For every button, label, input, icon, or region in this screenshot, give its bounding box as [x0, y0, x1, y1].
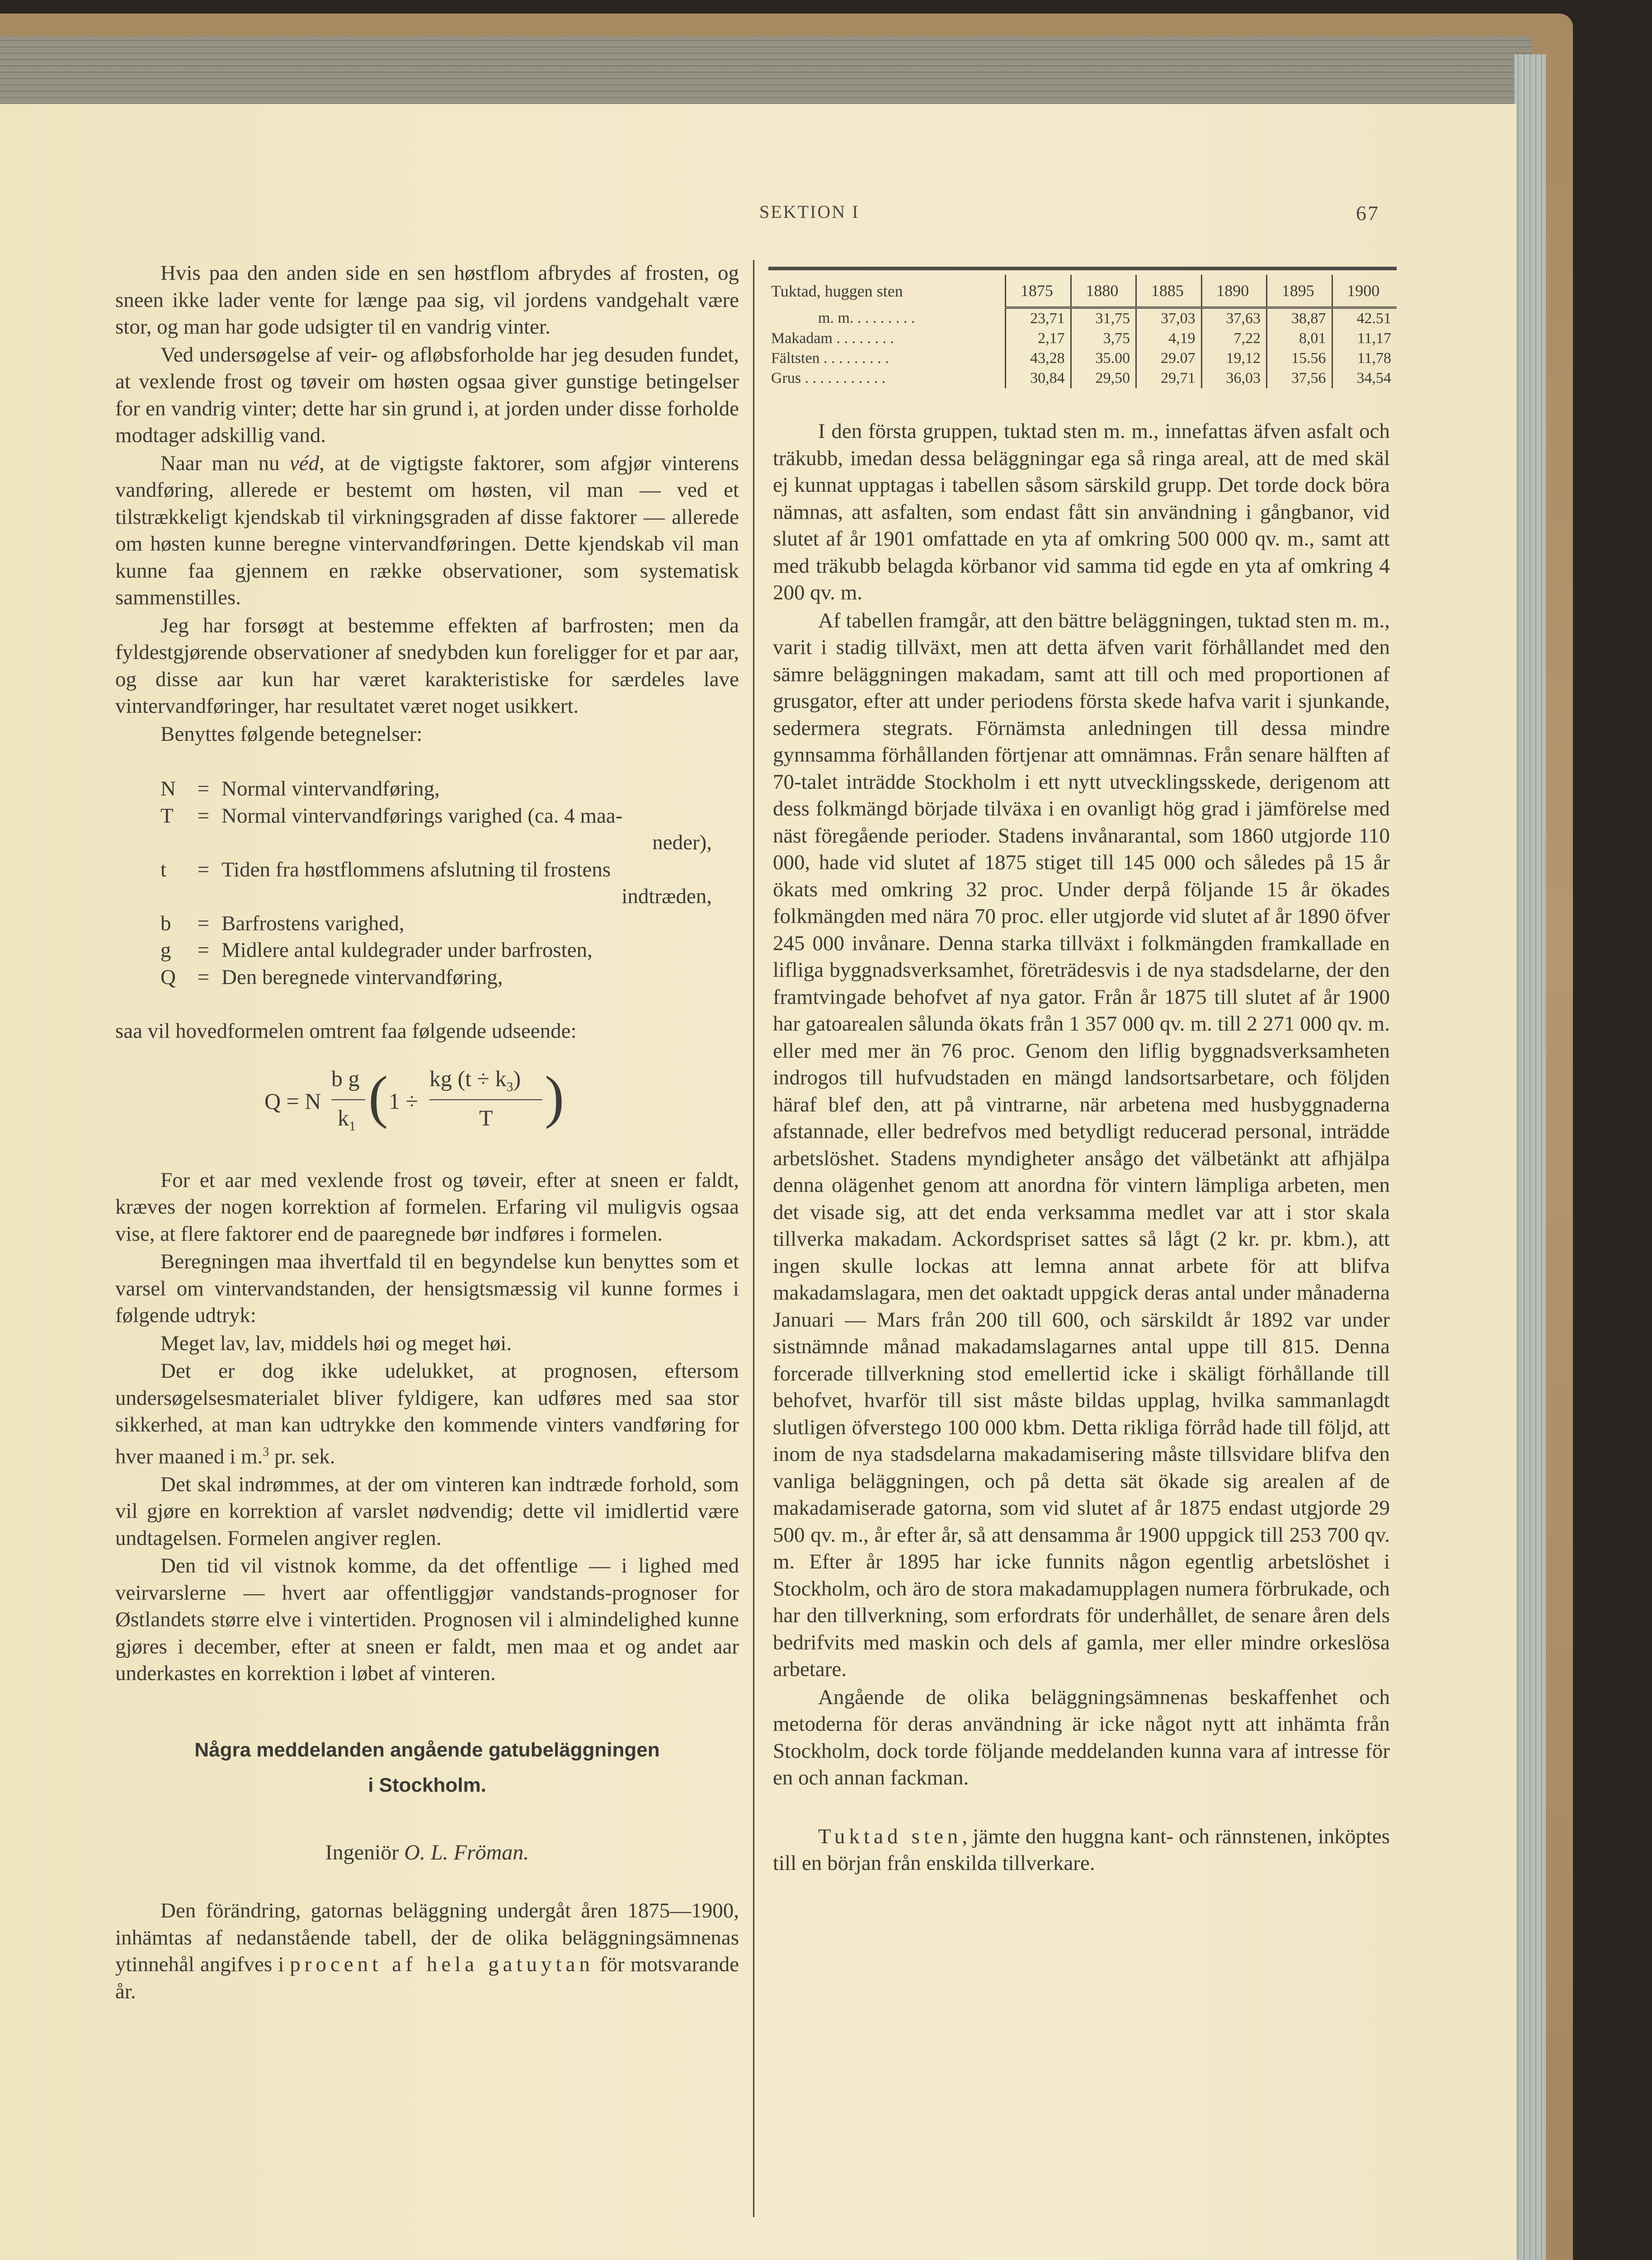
definition-text: Tiden fra høstflommens afslutning til frostens — [221, 857, 611, 881]
paragraph: Det skal indrømmes, at der om vinteren kan indtræde forhold, som vil gjøre en korrektion af varslet nødvendig; dette vil imidlertid være undtagelsen. Formelen angiver reglen. — [115, 1472, 739, 1550]
table-cell: 29,71 — [1136, 368, 1201, 388]
definition-item — [160, 803, 739, 857]
table-cell: 36,03 — [1201, 368, 1266, 388]
page-block-fore-edge — [1514, 54, 1546, 2260]
table-row-label: Grus . . . . . . . . . . . — [771, 370, 886, 386]
article-heading-line: Några meddelanden angående gatubeläggningen — [194, 1738, 660, 1761]
table-cell: 2,17 — [1006, 329, 1071, 348]
table-cell: 19,12 — [1201, 348, 1266, 368]
definition-continuation: indtræden, — [621, 885, 712, 908]
definition-symbol: b — [160, 911, 171, 935]
table-cell: 31,75 — [1071, 308, 1136, 329]
text-span: Naar man nu — [160, 451, 290, 475]
text-span: Den förändring, gatornas beläggning undergåt åren 1875—1900, inhämtas af nedanstående tabell, der de olika beläggningsämnenas ytinnehål angifves i — [115, 1899, 739, 1977]
formula-frac1-numerator: b g — [331, 1065, 360, 1091]
definition-item — [160, 937, 739, 964]
superscript: 3 — [263, 1445, 269, 1459]
table-header-row — [768, 275, 1397, 308]
fraction-bar — [331, 1099, 365, 1100]
paragraph: Meget lav, lav, middels høi og meget høi. — [160, 1331, 512, 1355]
text-span: pr. sek. — [269, 1445, 335, 1469]
table-row — [768, 329, 1397, 348]
table-year-header: 1895 — [1267, 275, 1332, 308]
definition-symbol: Q — [160, 965, 176, 989]
definition-symbol: g — [160, 938, 171, 962]
equals-sign: = — [197, 938, 210, 962]
paragraph — [115, 1897, 739, 2005]
column-rule — [753, 260, 754, 2217]
table-cell: 38,87 — [1267, 308, 1332, 329]
fraction-bar — [429, 1099, 542, 1100]
definition-item — [160, 776, 739, 803]
definitions-list — [160, 776, 739, 991]
running-head-section: SEKTION I — [759, 202, 860, 222]
table-cell: 30,84 — [1006, 368, 1071, 388]
paragraph: For et aar med vexlende frost og tøveir, efter at sneen er faldt, kræves der nogen korrektion af formelen. Erfaring vil muligvis ogsaa vise, at flere faktorer end de paaregnede bør indføres i formelen. — [115, 1168, 739, 1246]
definition-continuation: neder), — [652, 831, 712, 854]
definition-text: Barfrostens varighed, — [221, 911, 405, 935]
table-cell: 42.51 — [1332, 308, 1397, 329]
paren-open: ( — [368, 1064, 388, 1130]
spaced-emphasis: Tuktad sten — [818, 1824, 962, 1848]
italic-emphasis: véd — [289, 451, 320, 475]
table-top-rule — [768, 267, 1397, 270]
denominator-letter: k — [338, 1105, 349, 1130]
definition-symbol: T — [160, 804, 174, 828]
spaced-emphasis: procent af hela gatuytan — [290, 1953, 594, 1977]
equals-sign: = — [197, 911, 210, 935]
paragraph — [115, 450, 739, 612]
table-cell: 11,78 — [1332, 348, 1397, 368]
article-heading-line: i Stockholm. — [368, 1774, 486, 1796]
formula-frac2-numerator — [429, 1065, 521, 1101]
subscript: 3 — [506, 1079, 513, 1094]
table-header-label: Tuktad, huggen sten — [771, 282, 903, 301]
paving-table — [768, 267, 1397, 388]
table-cell: 8,01 — [1267, 329, 1332, 348]
text-span: , at de vigtigste faktorer, som afgjør vinterens vandføring, allerede er bestemt om høsten, vil man — ved et tilstrækkeligt kjendskab til virkningsgraden af disse faktorer — allerede om høsten kunne beregne vintervandføringen. Dette kjendskab vil man kunne faa gjennem en række observationer, som systematisk sammenstilles. — [115, 451, 739, 609]
table-row — [768, 348, 1397, 368]
table-year-header: 1880 — [1071, 275, 1136, 308]
paragraph: Beregningen maa ihvertfald til en begyndelse kun benyttes som et varsel om vintervandstanden, der hensigtsmæssig vil kunne formes i følgende udtryk: — [115, 1250, 739, 1327]
table-row-label: m. m. . . . . . . . . — [818, 309, 915, 326]
page-block-top-edge — [0, 36, 1532, 104]
paragraph — [115, 1358, 739, 1470]
table-cell: 3,75 — [1071, 329, 1136, 348]
subscript: 1 — [349, 1118, 356, 1134]
table-cell: 4,19 — [1136, 329, 1201, 348]
numerator-text: kg (t ÷ k — [429, 1065, 507, 1091]
paragraph — [773, 1823, 1390, 1877]
page-number: 67 — [1356, 202, 1379, 225]
text-span: för motsvarande år. — [115, 1953, 739, 2003]
table-cell: 37,03 — [1136, 308, 1201, 329]
paragraph: Hvis paa den anden side en sen høstflom afbrydes af frosten, og sneen ikke lader vente for længe paa sig, vil jordens vandgehalt være stor, og man har gode udsigter til en vandrig vinter. — [115, 261, 739, 339]
table-row — [768, 308, 1397, 329]
definition-item — [160, 857, 739, 910]
definition-text: Normal vintervandføring, — [221, 777, 440, 800]
table-cell: 37,56 — [1267, 368, 1332, 388]
formula-one-minus: 1 ÷ — [389, 1088, 418, 1114]
table-row — [768, 368, 1397, 388]
definition-text: Midlere antal kuldegrader under barfrosten, — [221, 938, 593, 962]
formula-frac1-denominator — [338, 1105, 356, 1140]
table-year-header: 1885 — [1136, 275, 1201, 308]
equals-sign: = — [197, 804, 210, 828]
definition-symbol: N — [160, 777, 176, 800]
table-cell: 35.00 — [1071, 348, 1136, 368]
right-column — [773, 418, 1390, 1877]
article-byline — [115, 1839, 739, 1866]
table-year-header: 1890 — [1201, 275, 1266, 308]
definition-item — [160, 910, 739, 937]
definition-item — [160, 964, 739, 991]
table-cell: 34,54 — [1332, 368, 1397, 388]
paragraph: I den första gruppen, tuktad sten m. m., innefattas äfven asfalt och träkubb, imedan dessa beläggningar ega så ringa areal, att de med skäl ej kunnat upptagas i tabellen såsom särskild grupp. Det torde dock böra nämnas, att asfalten, som endast fått sin användning i gångbanor, vid slutet af år 1901 omfattade en yta af omkring 500 000 qv. m., samt att med träkubb belagda körbanor vid samma tid egde en yta af omkring 4 200 qv. m. — [773, 419, 1390, 604]
table-cell: 7,22 — [1201, 329, 1266, 348]
table-cell: 43,28 — [1006, 348, 1071, 368]
formula-frac2-denominator: T — [479, 1105, 493, 1130]
table-row-label: Makadam . . . . . . . . — [771, 330, 894, 347]
paragraph: Af tabellen framgår, att den bättre beläggningen, tuktad sten m. m., varit i stadig tillväxt, men att detta äfven varit förhållandet med den sämre beläggningen makadam, samt att till och med proportionen af grusgator, efter att under periodens första skede hafva varit i sjunkande, sedermera stegrats. Förnämsta anledningen till dessa mindre gynnsamma förhållanden förtjenar att omnämnas. Från senare hälften af 70-talet inträdde Stockholm i ett nytt utvecklingsskede, derigenom att dess folkmängd började tilväxa i en ovanligt hög grad i jämförelse med näst föregående perioder. Stadens invånarantal, som 1860 utgjorde 110 000, hade vid slutet af 1875 stiget till 145 000 och således på 15 år ökats med omkring 32 proc. Under derpå följande 15 år ökades folkmängden med nära 70 proc. eller utgjorde vid slutet af år 1890 öfver 245 000 invånare. Denna starka tillväxt i folkmängden framkallade en lifliga byggnadsverksamhet, företrädesvis i de nya stadsdelarne, der den framtvingade behofvet af nya gator. Från år 1875 till slutet af år 1900 har gatoarealen sålunda ökats från 1 357 000 qv. m. till 2 271 000 qv. m. eller med mer än 76 proc. Genom den liflig byggnadsverksamheten indrogos till hufvudstaden en mängd landsortsarbetare, och följden häraf blef den, att på vintrarne, när arbetena med husbyggnaderna afstannade, eller bedrefvos med betydligt reducerad personal, inträdde arbetslöshet. Stadens myndigheter ansågo det välbetänkt att afhjälpa denna olägenhet genom att anordna för vintern lämpliga arbeten, men det visade sig, att det enda verksamma medlet var att i stor skala tillverka makadam. Ackordspriset sattes så lågt (2 kr. pr. kbm.), att ingen skulle lockas att lemna annat arbete för att blifva makadamslagara, men det oaktadt uppgick deras antal under månaderna Januari — Mars från 200 till 600, och särskildt år 1892 var under sistnämnde månad makadamslagarnes antal uppe till 815. Denna forcerade tillverkning stod emellertid icke i skäligt förhållande till behofvet, hvarför till sist måste bildas upplag, hvilka sammanlagdt slutligen öfverstego 100 000 kbm. Detta rikliga förråd hade till följd, att inom de nya stadsdelarna makadamisering måste tillsvidare blifva den vanliga beläggningen, och på detta sät ökade sig arealen af de makadamiserade gatorna, som vid slutet af år 1875 endast utgjorde 29 500 qv. m., år efter år, så att densamma år 1900 uppgick till 253 700 qv. m. Efter år 1895 har icke funnits någon egentlig arbetslöshet i Stockholm, och äro de stora makadamupplagen numera förbrukade, och har den tillverkning, som erfordrats för underhållet, de senare åren dels bedrifvits med maskin och dels af gamla, mer eller mindre orkeslösa arbetare. — [773, 608, 1390, 1681]
table-year-header: 1875 — [1006, 275, 1071, 308]
table-body — [768, 275, 1397, 388]
definition-text: Normal vintervandførings varighed (ca. 4 maa- — [221, 804, 623, 828]
table-cell: 37,63 — [1201, 308, 1266, 329]
paragraph: Den tid vil vistnok komme, da det offentlige — i lighed med veirvarslerne — hvert aar offentliggjør vandstands-prognoser for Østlandets større elve i vintertiden. Prognosen vil i almindelighed kunne gjøres i december, efter at sneen er faldt, men maa et og andet aar underkastes en korrektion i løbet af vinteren. — [115, 1554, 739, 1686]
paragraph: Ved undersøgelse af veir- og afløbsforholde har jeg desuden fundet, at vexlende frost og tøveir om høsten ogsaa giver gunstige betingelser for en vandrig vinter; dette har sin grund i, at jorden under disse forholde modtager adskillig vand. — [115, 343, 739, 447]
table-cell: 15.56 — [1267, 348, 1332, 368]
table-cell: 11,17 — [1332, 329, 1397, 348]
text-span: Det er dog ikke udelukket, at prognosen, eftersom undersøgelsesmaterialet bliver fyldigere, kan udføres med saa stor sikkerhed, at man kan udtrykke den kommende vinters vandføring for hver maaned i m. — [115, 1359, 739, 1469]
table-cell: 29.07 — [1136, 348, 1201, 368]
left-column — [115, 260, 739, 2005]
article-heading — [115, 1733, 739, 1803]
paragraph: Angående de olika beläggningsämnenas beskaffenhet och metoderna för deras användning är icke något nytt att inhämta från Stockholm, dock torde följande meddelanden kunna vara af intresse för en och annan fackman. — [773, 1685, 1390, 1789]
formula-lhs: Q = N — [264, 1088, 321, 1114]
numerator-close: ) — [513, 1065, 521, 1091]
text-span: , jämte den huggna kant- och rännstenen, inköptes till en början från enskilda tillverkare. — [773, 1824, 1390, 1875]
paragraph: Benyttes følgende betegnelser: — [160, 722, 423, 746]
equals-sign: = — [197, 965, 210, 989]
definition-text: Den beregnede vintervandføring, — [221, 965, 503, 989]
equals-sign: = — [197, 777, 210, 800]
byline-author: O. L. Fröman. — [404, 1840, 529, 1864]
table-year-header: 1900 — [1332, 275, 1397, 308]
paren-close: ) — [545, 1064, 565, 1130]
formula — [115, 1063, 739, 1135]
equals-sign: = — [197, 857, 210, 881]
formula-intro: saa vil hovedformelen omtrent faa følgende udseende: — [115, 1019, 577, 1043]
table-cell: 23,71 — [1006, 308, 1071, 329]
table-row-label: Fältsten . . . . . . . . . — [771, 350, 889, 367]
paragraph: Jeg har forsøgt at bestemme effekten af barfrosten; men da fyldestgjørende observationer af snedybden kun foreligger for et par aar, og disse aar kun har været karakteristiske for særdeles lave vintervandføringer, har resultatet været noget usikkert. — [115, 613, 739, 718]
byline-title: Ingeniör — [325, 1840, 405, 1864]
table-cell: 29,50 — [1071, 368, 1136, 388]
definition-symbol: t — [160, 857, 167, 881]
